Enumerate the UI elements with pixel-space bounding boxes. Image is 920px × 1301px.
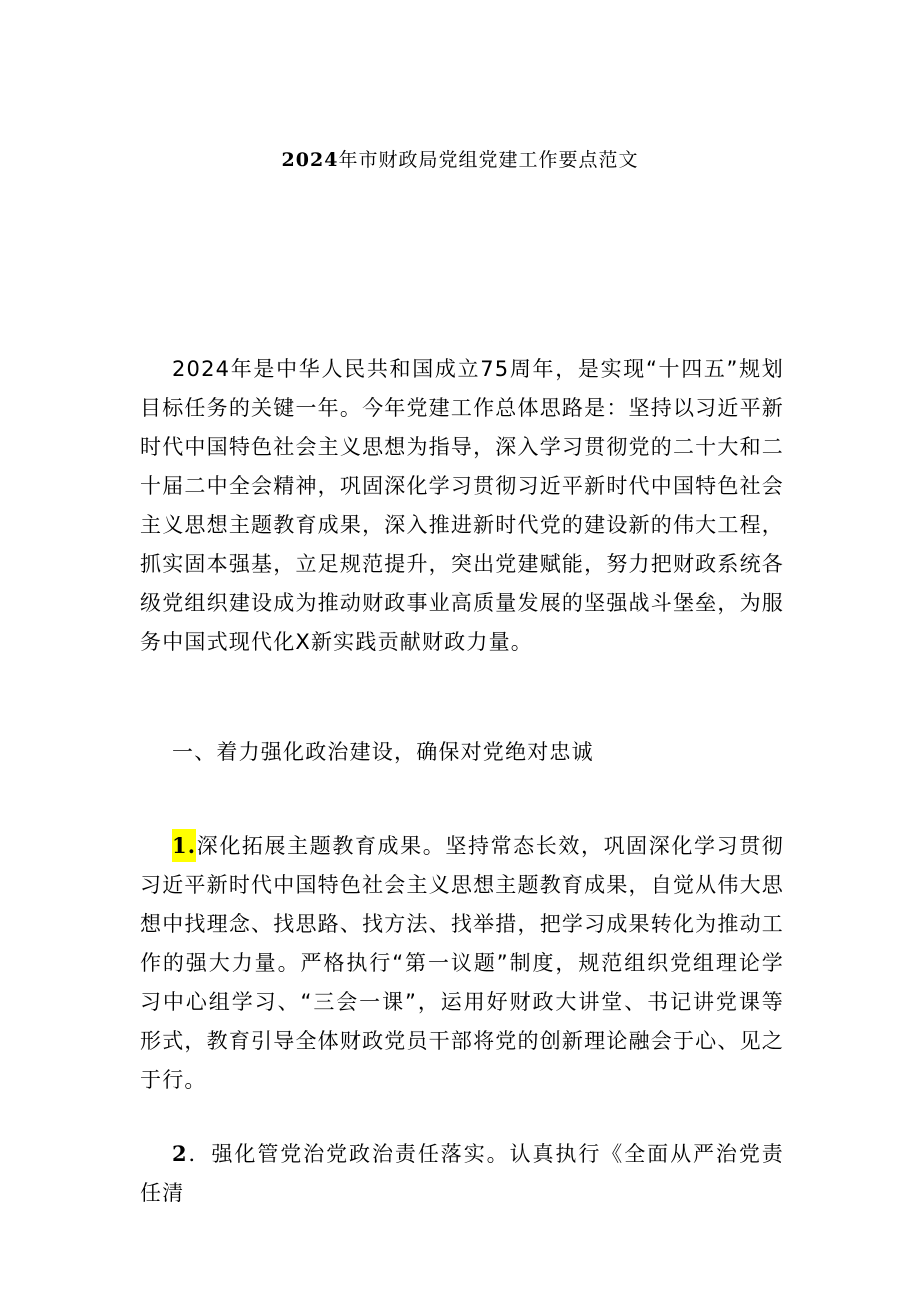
- item-1-paragraph: [140, 826, 784, 1100]
- title-text: 年市财政局党组党建工作要点范文: [338, 149, 639, 171]
- item-2-paragraph: [140, 1134, 784, 1213]
- title-year: 2024: [281, 149, 339, 171]
- section-1-heading: 一、着力强化政治建设，确保对党绝对忠诚: [172, 740, 594, 764]
- item-1-number: 1.: [172, 829, 196, 862]
- item-2-text: ．强化管党治党政治责任落实。认真执行《全面从严治党责任清: [140, 1142, 784, 1205]
- item-2-number: 2: [172, 1141, 188, 1166]
- document-title: [0, 146, 920, 174]
- item-1-text: 深化拓展主题教育成果。坚持常态长效，巩固深化学习贯彻习近平新时代中国特色社会主义思想主题教育成果，自觉从伟大思想中找理念、找思路、找方法、找举措，把学习成果转化为推动工作的强大力量。严格执行“第一议题”制度，规范组织党组理论学习中心组学习、“三会一课”，运用好财政大讲堂、书记讲党课等形式，教育引导全体财政党员干部将党的创新理论融会于心、见之于行。: [140, 834, 784, 1092]
- intro-paragraph: 2024年是中华人民共和国成立75周年，是实现“十四五”规划目标任务的关键一年。今年党建工作总体思路是：坚持以习近平新时代中国特色社会主义思想为指导，深入学习贯彻党的二十大和二十届二中全会精神，巩固深化学习贯彻习近平新时代中国特色社会主义思想主题教育成果，深入推进新时代党的建设新的伟大工程，抓实固本强基，立足规范提升，突出党建赋能，努力把财政系统各级党组织建设成为推动财政事业高质量发展的坚强战斗堡垒，为服务中国式现代化X新实践贡献财政力量。: [140, 357, 784, 654]
